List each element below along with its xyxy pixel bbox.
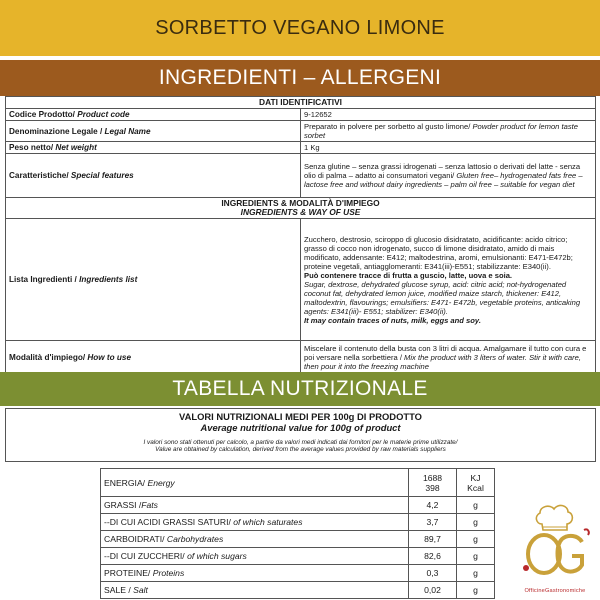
nutrient-label: --DI CUI ZUCCHERI/ of which sugars <box>101 548 409 565</box>
nutrition-table-box <box>100 468 495 600</box>
nutrient-unit: g <box>457 531 495 548</box>
spec-value: 1 Kg <box>301 142 596 154</box>
spec-row-how-to-use <box>6 341 596 375</box>
ingredients-section-title: INGREDIENTI – ALLERGENI <box>158 66 442 89</box>
spec-row-net-weight <box>6 142 596 154</box>
nutrition-table <box>100 468 495 599</box>
spec-value: 9-12652 <box>301 109 596 121</box>
nutrient-value: 82,6 <box>409 548 457 565</box>
use-header-en: INGREDIENTS & WAY OF USE <box>240 207 361 217</box>
nutrient-label: SALE / Salt <box>101 582 409 599</box>
spec-table <box>5 96 596 375</box>
nutrition-row <box>101 548 495 565</box>
spec-value: Senza glutine – senza grassi idrogenati – senza lattosio o derivati del latte - senza olio di palma – adatto ai consumatori vegani/ Gluten free– hydrogenated fats free – lactose free and without dairy ingredients – palm oil free – suitable for vegan diet <box>301 154 596 198</box>
nutrition-row <box>101 497 495 514</box>
brand-logo <box>512 498 598 598</box>
chef-hat-og-icon <box>512 498 598 588</box>
nutrition-title-en: Average nutritional value for 100g of product <box>200 422 401 433</box>
nutrition-header <box>5 408 596 462</box>
nutrient-unit: g <box>457 548 495 565</box>
nutrient-value: 1688 398 <box>409 469 457 497</box>
nutrient-label: PROTEINE/ Proteins <box>101 565 409 582</box>
spec-header-row <box>6 97 596 109</box>
nutrient-unit: g <box>457 514 495 531</box>
nutrition-section-band <box>0 372 600 406</box>
product-title: SORBETTO VEGANO LIMONE <box>155 16 445 39</box>
spec-row-legal-name <box>6 121 596 142</box>
logo-text: OfficineGastronomiche <box>524 588 586 594</box>
spec-label: Caratteristiche/ Special features <box>6 154 301 198</box>
nutrition-row-energy <box>101 469 495 497</box>
nutrition-row <box>101 582 495 599</box>
nutrition-row <box>101 531 495 548</box>
nutrient-label: CARBOIDRATI/ Carbohydrates <box>101 531 409 548</box>
nutrient-value: 0,02 <box>409 582 457 599</box>
ingredients-it: Zucchero, destrosio, sciroppo di glucosio disidratato, acidificante: acido citrico; grasso di cocco non idrogenato, succo di limone disidratato, amido di mais modificato, addensante: E412; maltodestrina, aromi, emulsionanti: E471-E472b; proteine vegetali, antiagglomeranti: E341(iii)-E551; stabilizzante: E340(ii). <box>304 234 573 271</box>
spec-label: Codice Prodotto/ Product code <box>6 109 301 121</box>
nutrition-section-title: TABELLA NUTRIZIONALE <box>172 377 428 400</box>
spec-label: Modalità d'impiego/ How to use <box>6 341 301 375</box>
ingredients-value <box>301 219 596 341</box>
spec-row-features <box>6 154 596 198</box>
use-value: Miscelare il contenuto della busta con 3 litri di acqua. Amalgamare il tutto con cura e poi versare nella sorbettiera / Mix the product with 3 liters of water. Stir it with care, then pour it into the freezing machine <box>301 341 596 375</box>
nutrition-row <box>101 514 495 531</box>
spec-row-ingredients <box>6 219 596 341</box>
product-title-band <box>0 0 600 56</box>
nutrient-value: 3,7 <box>409 514 457 531</box>
nutrient-unit: g <box>457 565 495 582</box>
nutrient-unit: g <box>457 582 495 599</box>
ingredients-section-band <box>0 60 600 96</box>
nutrient-value: 4,2 <box>409 497 457 514</box>
nutrient-unit: g <box>457 497 495 514</box>
allergens-en: It may contain traces of nuts, milk, eggs and soy. <box>304 315 481 325</box>
spec-value: Preparato in polvere per sorbetto al gusto limone/ Powder product for lemon taste sorbet <box>301 121 596 142</box>
nutrient-unit: KJ Kcal <box>457 469 495 497</box>
use-header-row <box>6 198 596 219</box>
ident-header: DATI IDENTIFICATIVI <box>6 97 596 109</box>
nutrition-note-en: Value are obtained by calculation, derived from the average values provided by raw materials suppliers <box>155 446 446 453</box>
nutrition-title-it: VALORI NUTRIZIONALI MEDI PER 100g DI PRODOTTO <box>179 411 422 422</box>
nutrient-label: --DI CUI ACIDI GRASSI SATURI/ of which saturates <box>101 514 409 531</box>
nutrient-label: GRASSI /Fats <box>101 497 409 514</box>
nutrient-value: 0,3 <box>409 565 457 582</box>
nutrient-value: 89,7 <box>409 531 457 548</box>
nutrition-row <box>101 565 495 582</box>
spec-row-code <box>6 109 596 121</box>
nutrient-label: ENERGIA/ Energy <box>101 469 409 497</box>
ingredients-en: Sugar, dextrose, dehydrated glucose syrup, acid: citric acid; not-hydrogenated coconut fat, dehydrated lemon juice, modified maize starch, thickener: E412, maltodextrin, flavourings; emulsifiers: E471- E472b, vegetable proteins, anticaking agents: E341(iii)- E551; stabilizer: E340(ii). <box>304 279 581 316</box>
nutrition-note-it: I valori sono stati ottenuti per calcolo, a partire da valori medi indicati dai fornitori per le materie prime utilizzate/ <box>143 439 458 446</box>
use-header-it: INGREDIENTS & MODALITÀ D'IMPIEGO <box>221 198 380 208</box>
spec-label: Lista Ingredienti / Ingredients list <box>6 219 301 341</box>
allergens-it: Può contenere tracce di frutta a guscio, latte, uova e soia. <box>304 270 513 280</box>
spec-label: Denominazione Legale / Legal Name <box>6 121 301 142</box>
spec-label: Peso netto/ Net weight <box>6 142 301 154</box>
product-spec-sheet <box>5 96 596 371</box>
